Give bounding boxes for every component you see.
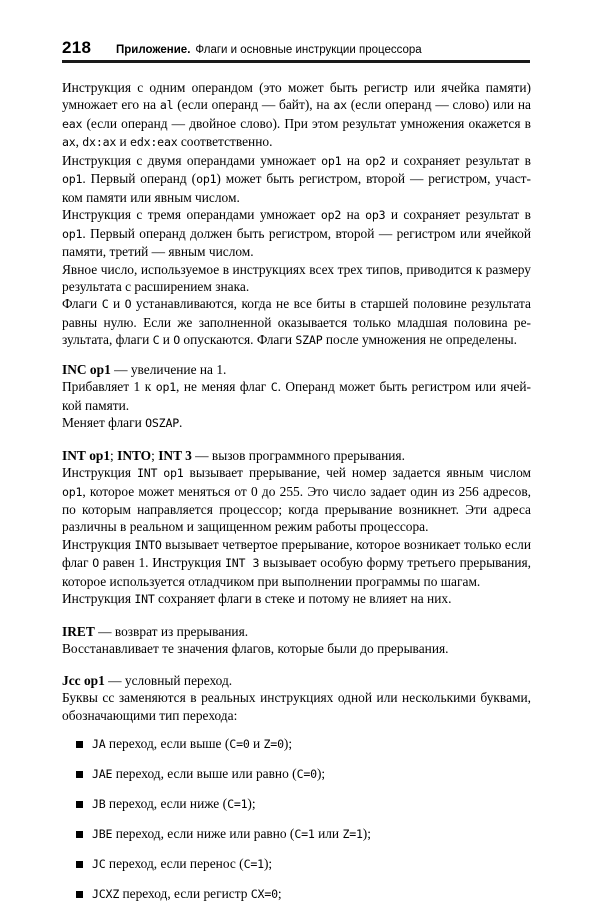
text-run: ); [283,735,293,751]
text-run: ); [247,795,256,811]
mnemonic-token: INTO [117,447,152,463]
bullet-square-icon [76,831,83,838]
paragraph-jcc-body [62,689,531,724]
text-run: Инструкция [62,465,137,481]
paragraph-flags-c-o [62,295,531,349]
text-run: Флаги [62,296,102,312]
code-token: C=1 [243,856,264,871]
text-run: и [116,134,131,150]
page-number: 218 [62,38,92,57]
text-run: переход, если выше ( [105,735,230,751]
list-item-text [92,886,282,901]
code-token: C [270,380,278,395]
text-run: или [314,825,343,841]
code-token: op3 [365,208,386,223]
code-token: dx:ax [82,135,117,150]
mnemonic-token: op1 [89,447,111,463]
text-run: вызывает особую форму третьего прерывания, которое используется отладчиком при выполнении программы по шагам. [62,555,531,589]
text-run: Прибавляет 1 к [62,379,156,395]
code-token: CX=0 [250,886,278,901]
paragraph-int-body-3 [62,590,531,608]
code-token: O [173,333,181,348]
list-item [62,735,531,753]
text-run: и сохраняет результат в [385,207,531,223]
text-run: Инструкция с тремя операндами умножает [62,207,321,223]
text-run: ; [151,447,159,463]
text-run: вызывает четвертое прерывание, которое возникает только если флаг [62,536,531,571]
text-run: Явное число, используемое в инструкциях всех трех типов, приводится к размеру результата с расширением знака. [62,261,531,294]
text-run: переход, если ниже ( [105,795,228,811]
paragraph-mul-one-operand [62,79,531,152]
list-item-text [92,856,272,871]
heading-int [62,447,531,464]
text-run: ); [263,855,273,871]
code-token: ax [62,135,76,150]
list-item [62,765,531,783]
text-run: ; [277,885,282,901]
text-run: и сохраняет результат в [385,152,531,168]
text-run: вызывает прерывание, чей номер задается явным числом [183,465,531,481]
heading-iret [62,623,531,640]
text-run: ) может быть регистром, второй — регистром, участком памяти или явным числом. [62,171,531,205]
text-run: на [341,207,366,223]
code-token: JBE [92,826,113,841]
spacer [62,433,531,447]
paragraph-int-body-1 [62,464,531,536]
text-run: ; [110,447,118,463]
code-token: op2 [365,153,386,168]
code-token: JC [92,856,106,871]
text-run: — возврат из прерывания. [94,623,249,639]
text-run: Инструкция [62,536,135,552]
code-token: INT [136,466,158,481]
code-token: eax [62,116,83,131]
header-section-label: Приложение. [116,44,191,56]
code-token: INT [134,592,155,607]
text-run: Меняет флаги [62,415,146,431]
text-run: — условный переход. [104,672,233,688]
code-token: al [159,98,174,113]
text-run: . Операнд может быть регистром или ячейкой памяти. [62,379,531,413]
text-run: , которое может меняться от 0 до 255. Это число задает один из 256 адресов, по которым направляется процессор; когда прерывание возникнет. Эти адреса различны в реальном и защищенном режим работы процессора. [62,483,531,535]
mnemonic-token: INT 3 [158,447,192,463]
text-run: Восстанавливает те значения флагов, которые были до прерывания. [62,641,449,657]
list-item-text [92,766,325,781]
code-token: JCXZ [92,886,120,901]
text-run: и [249,735,264,751]
text-run: опускаются. Флаги [180,332,296,348]
text-run: сохраняет флаги в стеке и потому не влияет на них. [154,591,452,607]
list-item [62,795,531,813]
code-token: edx:eax [130,135,178,150]
text-run: . Первый операнд должен быть регистром, второй — регистром или ячейкой памяти, третий — явным числом. [62,225,531,260]
paragraph-int-body-2 [62,536,531,590]
code-token: C [152,333,160,348]
text-run: Буквы [62,690,103,706]
jcc-condition-list [62,735,531,903]
text-run: равен 1. Инструкция [98,555,225,571]
heading-inc [62,361,531,378]
code-token: JA [92,736,106,751]
text-run: ); [362,825,371,841]
text-run: и [159,332,174,348]
text-run: (если операнд — байт), на [173,97,334,113]
mnemonic-token: op1 [89,361,111,377]
code-token: op1 [163,466,184,481]
paragraph-iret-body [62,640,531,657]
code-token: JAE [92,766,113,781]
spacer [62,609,531,623]
mnemonic-token: IRET [62,623,95,639]
code-token: C [101,297,109,312]
header-rule [62,60,530,63]
mnemonic-token: Jcc [62,672,81,688]
paragraph-explicit-number [62,261,531,296]
text-run: cc [102,690,115,706]
text-run: , не меняя флаг [176,379,271,395]
code-token: O [124,297,132,312]
text-run: ); [316,765,326,781]
bullet-square-icon [76,861,83,868]
paragraph-inc-body [62,378,531,414]
code-token: INTO [134,537,162,552]
code-token: OSZAP [145,416,180,431]
text-run: Инструкция [62,591,135,607]
text-run: и [108,296,125,312]
code-token: JB [92,796,106,811]
code-token: SZAP [295,333,323,348]
text-run: переход, если выше или равно ( [112,765,297,781]
code-token: Z=0 [263,736,284,751]
code-token: op1 [321,153,342,168]
code-token: Z=1 [342,826,363,841]
code-token: INT 3 [224,556,260,571]
code-token: C=1 [227,796,248,811]
code-token: op1 [62,172,83,187]
mnemonic-token: op1 [83,672,105,688]
text-run: устанавливаются, когда не все биты в старшей половине результата равны нулю. Если же заполненной оказывается только младшая половина результата, флаги [62,296,531,348]
text-run: . [179,415,183,431]
bullet-square-icon [76,741,83,748]
spacer [62,658,531,672]
text-run: . Первый операнд ( [82,171,197,187]
code-token: op1 [62,484,83,499]
code-token: ax [333,98,347,113]
spacer [62,724,531,735]
text-run: на [341,152,366,168]
code-token: op1 [62,226,83,241]
code-token: op1 [155,380,177,395]
text-run: — увеличение на 1. [110,361,227,377]
list-item [62,885,531,903]
mnemonic-token: INT [62,447,86,463]
code-token: C=0 [229,736,250,751]
code-token: C=0 [296,766,317,781]
text-run: соответственно. [177,134,273,150]
code-token: op2 [320,208,342,223]
text-run: переход, если регистр [119,885,251,901]
page-body [62,79,531,915]
bullet-square-icon [76,891,83,898]
heading-jcc [62,672,531,689]
running-head [62,38,530,58]
bullet-square-icon [76,771,83,778]
list-item-text [92,826,371,841]
text-run: — вызов программного прерывания. [191,447,405,463]
header-section-title: Флаги и основные инструкции процессора [195,44,422,56]
text-run: заменяются в реальных инструкциях одной или несколькими буквами, обозначающими тип перехода: [62,690,531,723]
code-token: O [92,556,99,571]
code-token: C=1 [294,826,315,841]
list-item-text [92,736,292,751]
text-run: Инструкция с двумя операндами умножает [62,152,322,168]
paragraph-inc-flags [62,414,531,432]
text-run: (если операнд — двойное слово). При этом результат умножения окажется в [82,115,531,131]
bullet-square-icon [76,801,83,808]
text-run: после умножения не определены. [322,332,517,348]
text-run: Инструкция с одним операндом (это может быть регистр или ячейка памяти) умножает его на [62,80,531,113]
text-run: , [75,134,83,150]
text-run: переход, если перенос ( [105,855,244,871]
paragraph-mul-three-operands [62,206,531,260]
spacer [62,350,531,361]
mnemonic-token: INC [62,361,87,377]
code-token: op1 [196,172,217,187]
list-item [62,855,531,873]
paragraph-mul-two-operands [62,152,531,206]
text-run: переход, если ниже или равно ( [112,825,295,841]
list-item [62,825,531,843]
list-item-text [92,796,256,811]
text-run: (если операнд — слово) или на [346,97,532,113]
